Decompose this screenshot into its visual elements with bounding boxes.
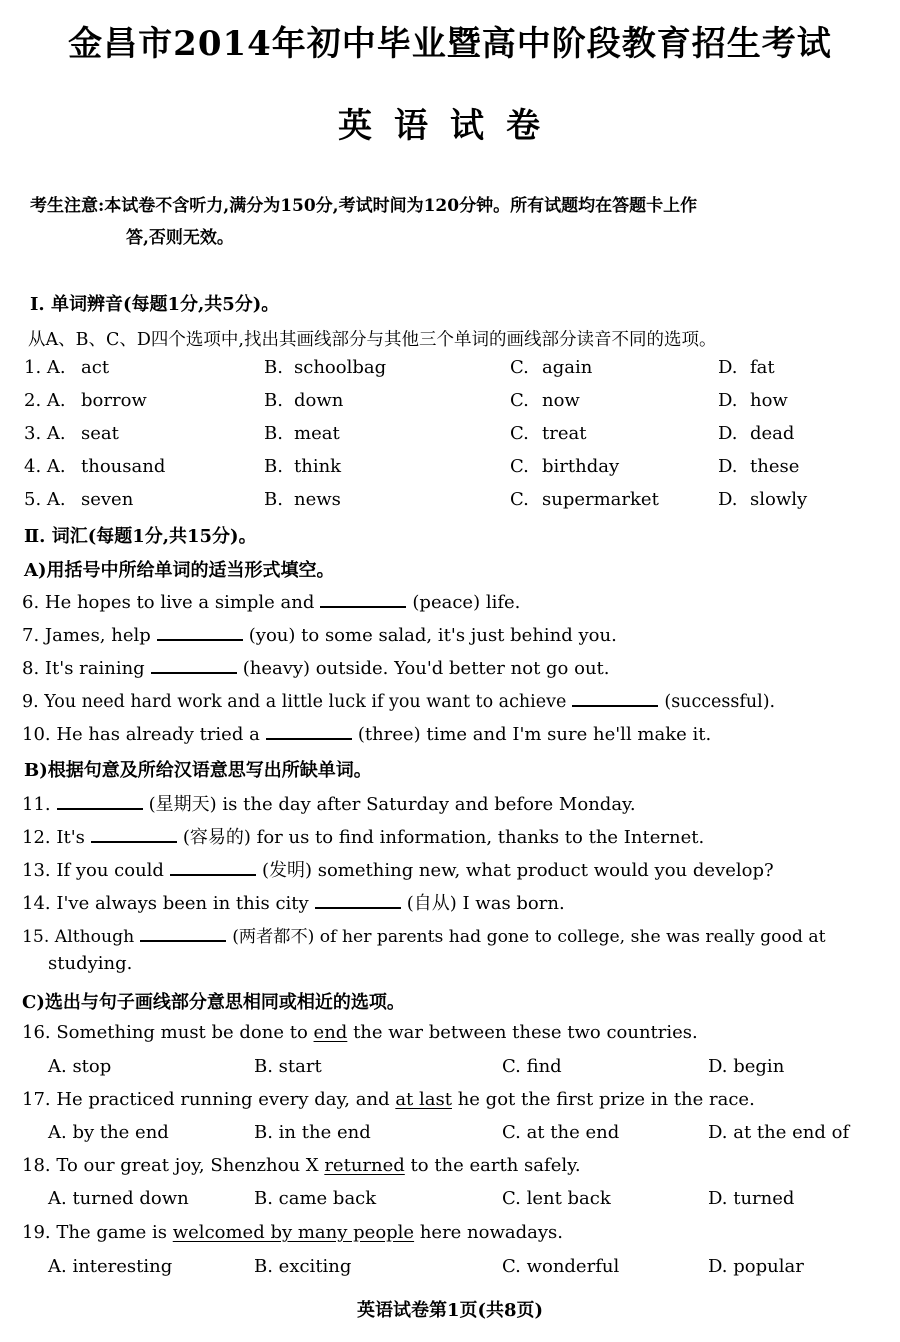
question-number: 4. A.	[24, 456, 66, 477]
exam-title: 金昌市2014年初中毕业暨高中阶段教育招生考试	[68, 24, 832, 64]
question-text: 13. If you could	[22, 860, 164, 881]
option-b: B. start	[254, 1056, 322, 1077]
question-text: 6. He hopes to live a simple and	[22, 592, 315, 613]
option-b-label: B.	[264, 489, 283, 510]
exam-notice	[30, 190, 890, 254]
question-number: 2. A.	[24, 390, 66, 411]
option-a: A. by the end	[48, 1122, 169, 1143]
answer-blank	[170, 858, 256, 876]
fill-question	[22, 922, 825, 947]
question-text: 8. It's raining	[22, 658, 145, 679]
fill-question	[22, 889, 565, 915]
option-c: C. at the end	[502, 1122, 620, 1143]
option-c: now	[542, 390, 580, 411]
option-b-label: B.	[264, 456, 283, 477]
option-d: D. turned	[708, 1188, 795, 1209]
answer-blank	[315, 891, 401, 909]
option-d: slowly	[750, 489, 808, 510]
option-b: think	[294, 456, 342, 477]
option-a: borrow	[81, 390, 147, 411]
question-row	[24, 456, 884, 482]
underlined-phrase: welcomed by many people	[172, 1222, 415, 1243]
option-d-label: D.	[718, 423, 738, 444]
answer-blank	[157, 623, 243, 641]
option-d: how	[750, 390, 788, 411]
option-b-label: B.	[264, 390, 283, 411]
partC-instruction: C)选出与句子画线部分意思相同或相近的选项。	[22, 992, 405, 1013]
option-c-label: C.	[510, 489, 529, 510]
question-number: 5. A.	[24, 489, 66, 510]
option-a: A. turned down	[48, 1188, 189, 1209]
question-text: (heavy) outside. You'd better not go out.	[242, 658, 610, 679]
options-row	[48, 1188, 868, 1214]
question-row	[24, 390, 884, 416]
section1-instruction: 从A、B、C、D四个选项中,找出其画线部分与其他三个单词的画线部分读音不同的选项。	[28, 330, 717, 350]
underlined-phrase: returned	[324, 1155, 405, 1176]
answer-blank	[91, 825, 177, 843]
question-text: 18. To our great joy, Shenzhou X	[22, 1155, 319, 1176]
notice-label: 考生注意:	[30, 196, 105, 216]
question-text: (自从) I was born.	[406, 893, 565, 914]
answer-blank	[572, 689, 658, 707]
option-b: B. came back	[254, 1188, 377, 1209]
question-text: 16. Something must be done to	[22, 1022, 308, 1043]
option-d: D. at the end of	[708, 1122, 850, 1143]
option-b-label: B.	[264, 357, 283, 378]
option-c: supermarket	[542, 489, 659, 510]
notice-text-line1: 本试卷不含听力,满分为150分,考试时间为120分钟。所有试题均在答题卡上作	[104, 196, 698, 216]
option-a: A. stop	[48, 1056, 112, 1077]
option-c: treat	[542, 423, 587, 444]
question-number: 1. A.	[24, 357, 66, 378]
question-text: 19. The game is	[22, 1222, 168, 1243]
question-row	[24, 423, 884, 449]
question-text: to the earth safely.	[410, 1155, 581, 1176]
question-text: 11.	[22, 794, 51, 815]
question-text: (successful).	[664, 692, 776, 712]
option-c: birthday	[542, 456, 620, 477]
question-text: (星期天) is the day after Saturday and before Monday.	[148, 794, 636, 815]
answer-blank	[151, 656, 237, 674]
choice-question	[22, 1155, 581, 1176]
question-text: the war between these two countries.	[353, 1022, 698, 1043]
option-b-label: B.	[264, 423, 283, 444]
option-c: C. lent back	[502, 1188, 611, 1209]
question-row	[24, 357, 884, 383]
option-c: C. wonderful	[502, 1256, 620, 1277]
question-text: here nowadays.	[419, 1222, 564, 1243]
question-text: 12. It's	[22, 827, 85, 848]
question-text: (发明) something new, what product would you develop?	[261, 860, 774, 881]
option-d: D. begin	[708, 1056, 785, 1077]
fill-question	[22, 623, 617, 646]
fill-question	[22, 856, 774, 882]
question-row	[24, 489, 884, 515]
choice-question	[22, 1089, 755, 1110]
option-a: act	[81, 357, 110, 378]
partA-instruction: A)用括号中所给单词的适当形式填空。	[24, 560, 335, 581]
question-text: 7. James, help	[22, 625, 151, 646]
option-d-label: D.	[718, 456, 738, 477]
option-b: schoolbag	[294, 357, 387, 378]
option-a: A. interesting	[48, 1256, 173, 1277]
question-text: 17. He practiced running every day, and	[22, 1089, 390, 1110]
page-footer: 英语试卷第1页(共8页)	[356, 1300, 544, 1321]
question-text: 9. You need hard work and a little luck if you want to achieve	[22, 692, 567, 712]
option-b: B. in the end	[254, 1122, 371, 1143]
option-d: dead	[750, 423, 795, 444]
question-text: (两者都不) of her parents had gone to college, she was really good at	[232, 927, 826, 947]
option-c-label: C.	[510, 423, 529, 444]
fill-question	[22, 823, 704, 849]
question-text: 15. Although	[22, 927, 135, 947]
option-b: B. exciting	[254, 1256, 352, 1277]
fill-question	[22, 722, 711, 745]
option-d-label: D.	[718, 390, 738, 411]
option-c-label: C.	[510, 456, 529, 477]
option-c-label: C.	[510, 357, 529, 378]
underlined-phrase: at last	[395, 1089, 452, 1110]
option-c-label: C.	[510, 390, 529, 411]
options-row	[48, 1256, 868, 1282]
fill-question	[22, 590, 520, 613]
option-d-label: D.	[718, 489, 738, 510]
answer-blank	[266, 722, 352, 740]
choice-question	[22, 1022, 698, 1043]
option-c: C. find	[502, 1056, 562, 1077]
section1-heading: Ⅰ. 单词辨音(每题1分,共5分)。	[30, 294, 280, 315]
option-b: meat	[294, 423, 340, 444]
question-text: he got the first prize in the race.	[457, 1089, 755, 1110]
question-text: (peace) life.	[412, 592, 521, 613]
option-a: seven	[81, 489, 134, 510]
options-row	[48, 1122, 868, 1148]
question-number: 3. A.	[24, 423, 66, 444]
option-a: thousand	[81, 456, 166, 477]
partB-instruction: B)根据句意及所给汉语意思写出所缺单词。	[24, 760, 372, 781]
choice-question	[22, 1222, 563, 1243]
question-continuation: studying.	[48, 953, 133, 974]
options-row	[48, 1056, 868, 1082]
question-text: (you) to some salad, it's just behind you.	[248, 625, 617, 646]
section2-heading: Ⅱ. 词汇(每题1分,共15分)。	[24, 526, 257, 547]
option-d-label: D.	[718, 357, 738, 378]
question-text: (three) time and I'm sure he'll make it.	[357, 724, 712, 745]
question-text: 10. He has already tried a	[22, 724, 260, 745]
answer-blank	[57, 792, 143, 810]
option-b: down	[294, 390, 344, 411]
option-d: D. popular	[708, 1256, 804, 1277]
exam-subtitle: 英语试卷	[338, 106, 562, 146]
answer-blank	[320, 590, 406, 608]
answer-blank	[140, 924, 226, 942]
option-d: fat	[750, 357, 775, 378]
question-text: (容易的) for us to find information, thanks to the Internet.	[182, 827, 705, 848]
option-d: these	[750, 456, 800, 477]
option-c: again	[542, 357, 593, 378]
fill-question	[22, 689, 775, 712]
notice-text-line2: 答,否则无效。	[126, 228, 234, 248]
option-b: news	[294, 489, 341, 510]
option-a: seat	[81, 423, 119, 444]
question-text: 14. I've always been in this city	[22, 893, 309, 914]
underlined-phrase: end	[313, 1022, 348, 1043]
fill-question	[22, 656, 610, 679]
fill-question	[22, 790, 636, 816]
